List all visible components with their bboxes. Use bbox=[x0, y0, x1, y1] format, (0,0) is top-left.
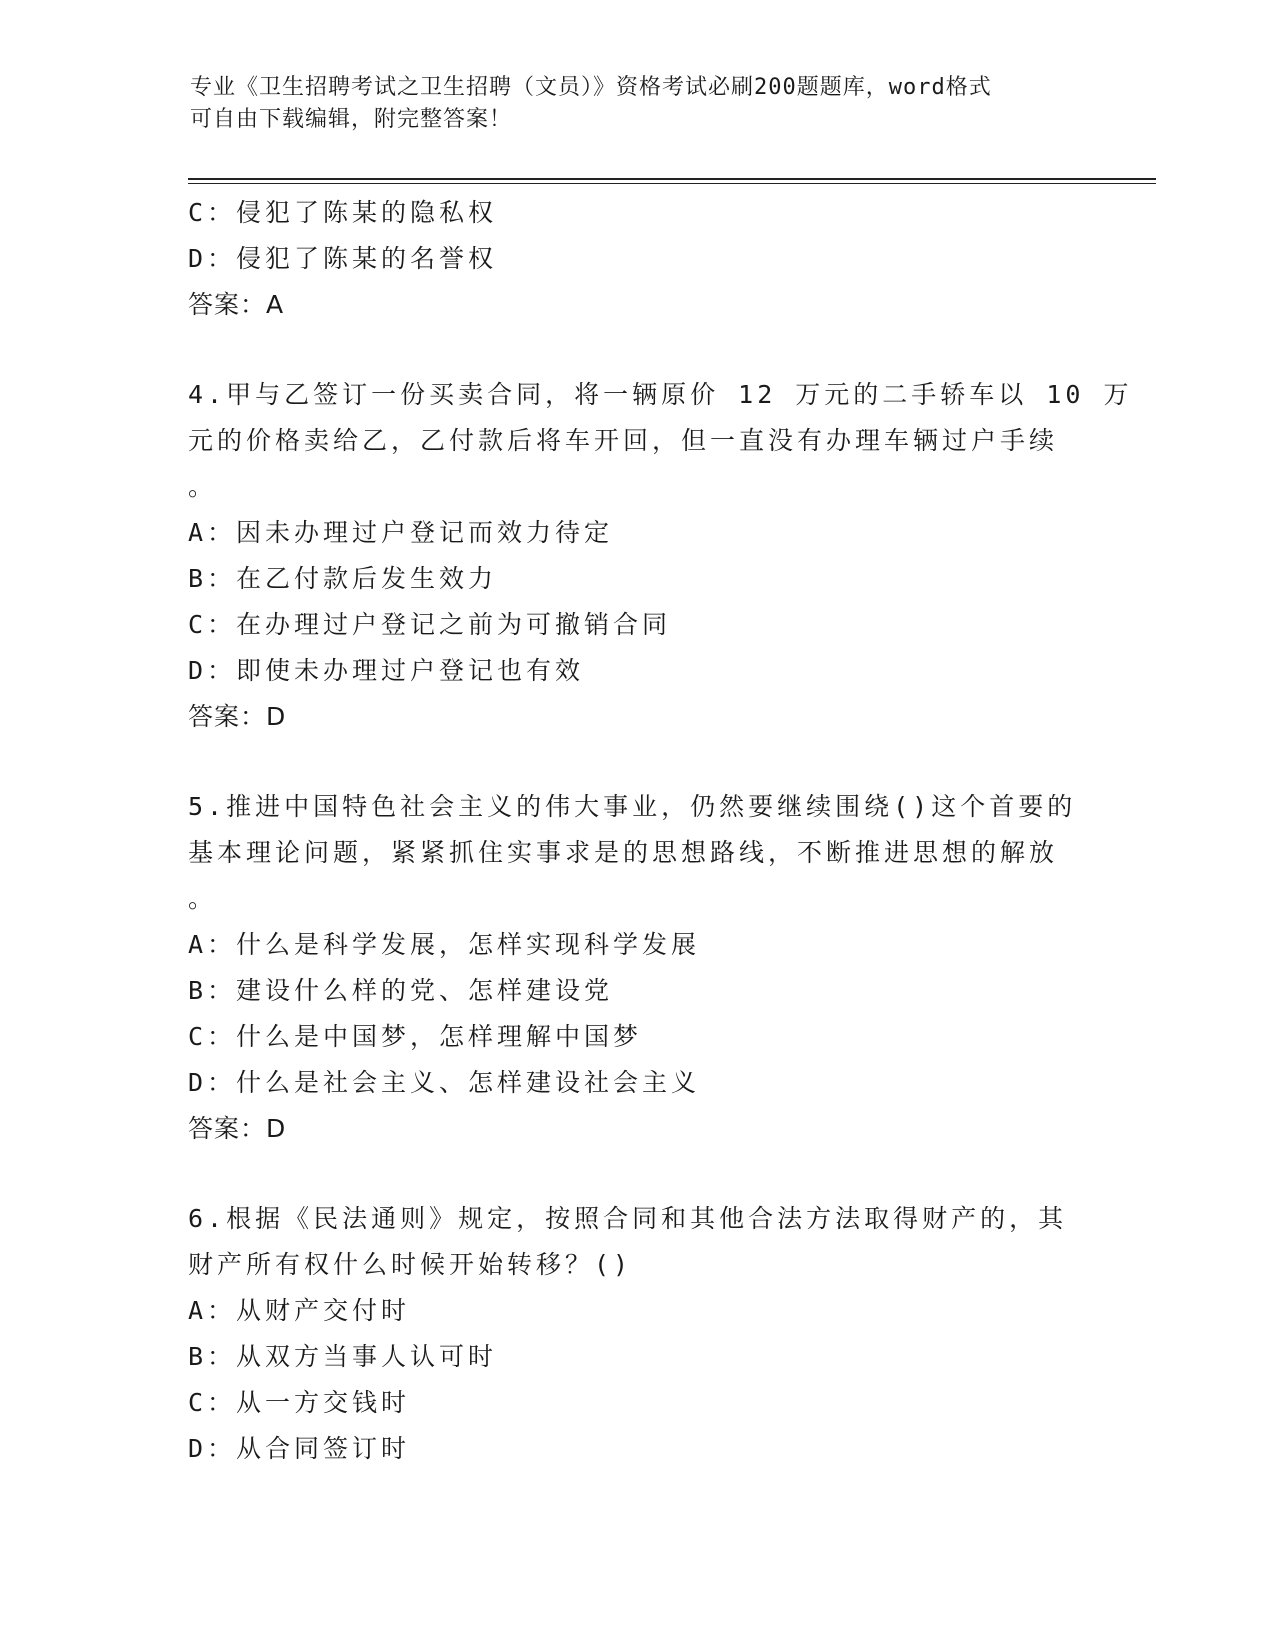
question-stem: 基本理论问题，紧紧抓住实事求是的思想路线，不断推进思想的解放 bbox=[188, 838, 1059, 867]
question-stem: 。 bbox=[188, 472, 218, 501]
question-stem: 6.根据《民法通则》规定，按照合同和其他合法方法取得财产的，其 bbox=[188, 1204, 1068, 1233]
document-header bbox=[190, 72, 1070, 136]
header-title-line-2: 可自由下载编辑，附完整答案！ bbox=[190, 107, 513, 132]
option-c: C：侵犯了陈某的隐私权 bbox=[188, 198, 498, 227]
option-d: D：从合同签订时 bbox=[188, 1434, 411, 1463]
option-b: B：从双方当事人认可时 bbox=[188, 1342, 498, 1371]
spacer bbox=[188, 740, 1088, 784]
option-b: B：建设什么样的党、怎样建设党 bbox=[188, 976, 614, 1005]
spacer bbox=[188, 328, 1088, 372]
option-d: D：侵犯了陈某的名誉权 bbox=[188, 244, 498, 273]
option-c: C：什么是中国梦，怎样理解中国梦 bbox=[188, 1022, 643, 1051]
question-stem: 财产所有权什么时候开始转移？() bbox=[188, 1250, 633, 1279]
option-a: A：什么是科学发展，怎样实现科学发展 bbox=[188, 930, 701, 959]
answer-line: 答案：D bbox=[188, 1114, 287, 1143]
option-d: D：什么是社会主义、怎样建设社会主义 bbox=[188, 1068, 701, 1097]
question-3-tail bbox=[188, 190, 1088, 328]
header-divider-thick bbox=[188, 178, 1156, 180]
question-stem: 元的价格卖给乙，乙付款后将车开回，但一直没有办理车辆过户手续 bbox=[188, 426, 1059, 455]
question-stem: 5.推进中国特色社会主义的伟大事业，仍然要继续围绕()这个首要的 bbox=[188, 792, 1077, 821]
header-divider-thin bbox=[188, 183, 1156, 184]
option-a: A：从财产交付时 bbox=[188, 1296, 411, 1325]
question-5 bbox=[188, 784, 1088, 1152]
question-list bbox=[188, 190, 1133, 1472]
question-stem: 。 bbox=[188, 884, 218, 913]
answer-line: 答案：A bbox=[188, 290, 285, 319]
spacer bbox=[188, 1152, 1088, 1196]
question-stem: 4.甲与乙签订一份买卖合同，将一辆原价 12 万元的二手轿车以 10 万 bbox=[188, 380, 1133, 409]
answer-line: 答案：D bbox=[188, 702, 287, 731]
option-c: C：从一方交钱时 bbox=[188, 1388, 411, 1417]
option-b: B：在乙付款后发生效力 bbox=[188, 564, 498, 593]
question-6 bbox=[188, 1196, 1088, 1472]
header-title-line-1: 专业《卫生招聘考试之卫生招聘（文员）》资格考试必刷200题题库，word格式 bbox=[190, 75, 992, 100]
option-c: C：在办理过户登记之前为可撤销合同 bbox=[188, 610, 672, 639]
option-a: A：因未办理过户登记而效力待定 bbox=[188, 518, 614, 547]
option-d: D：即使未办理过户登记也有效 bbox=[188, 656, 585, 685]
question-4 bbox=[188, 372, 1133, 740]
